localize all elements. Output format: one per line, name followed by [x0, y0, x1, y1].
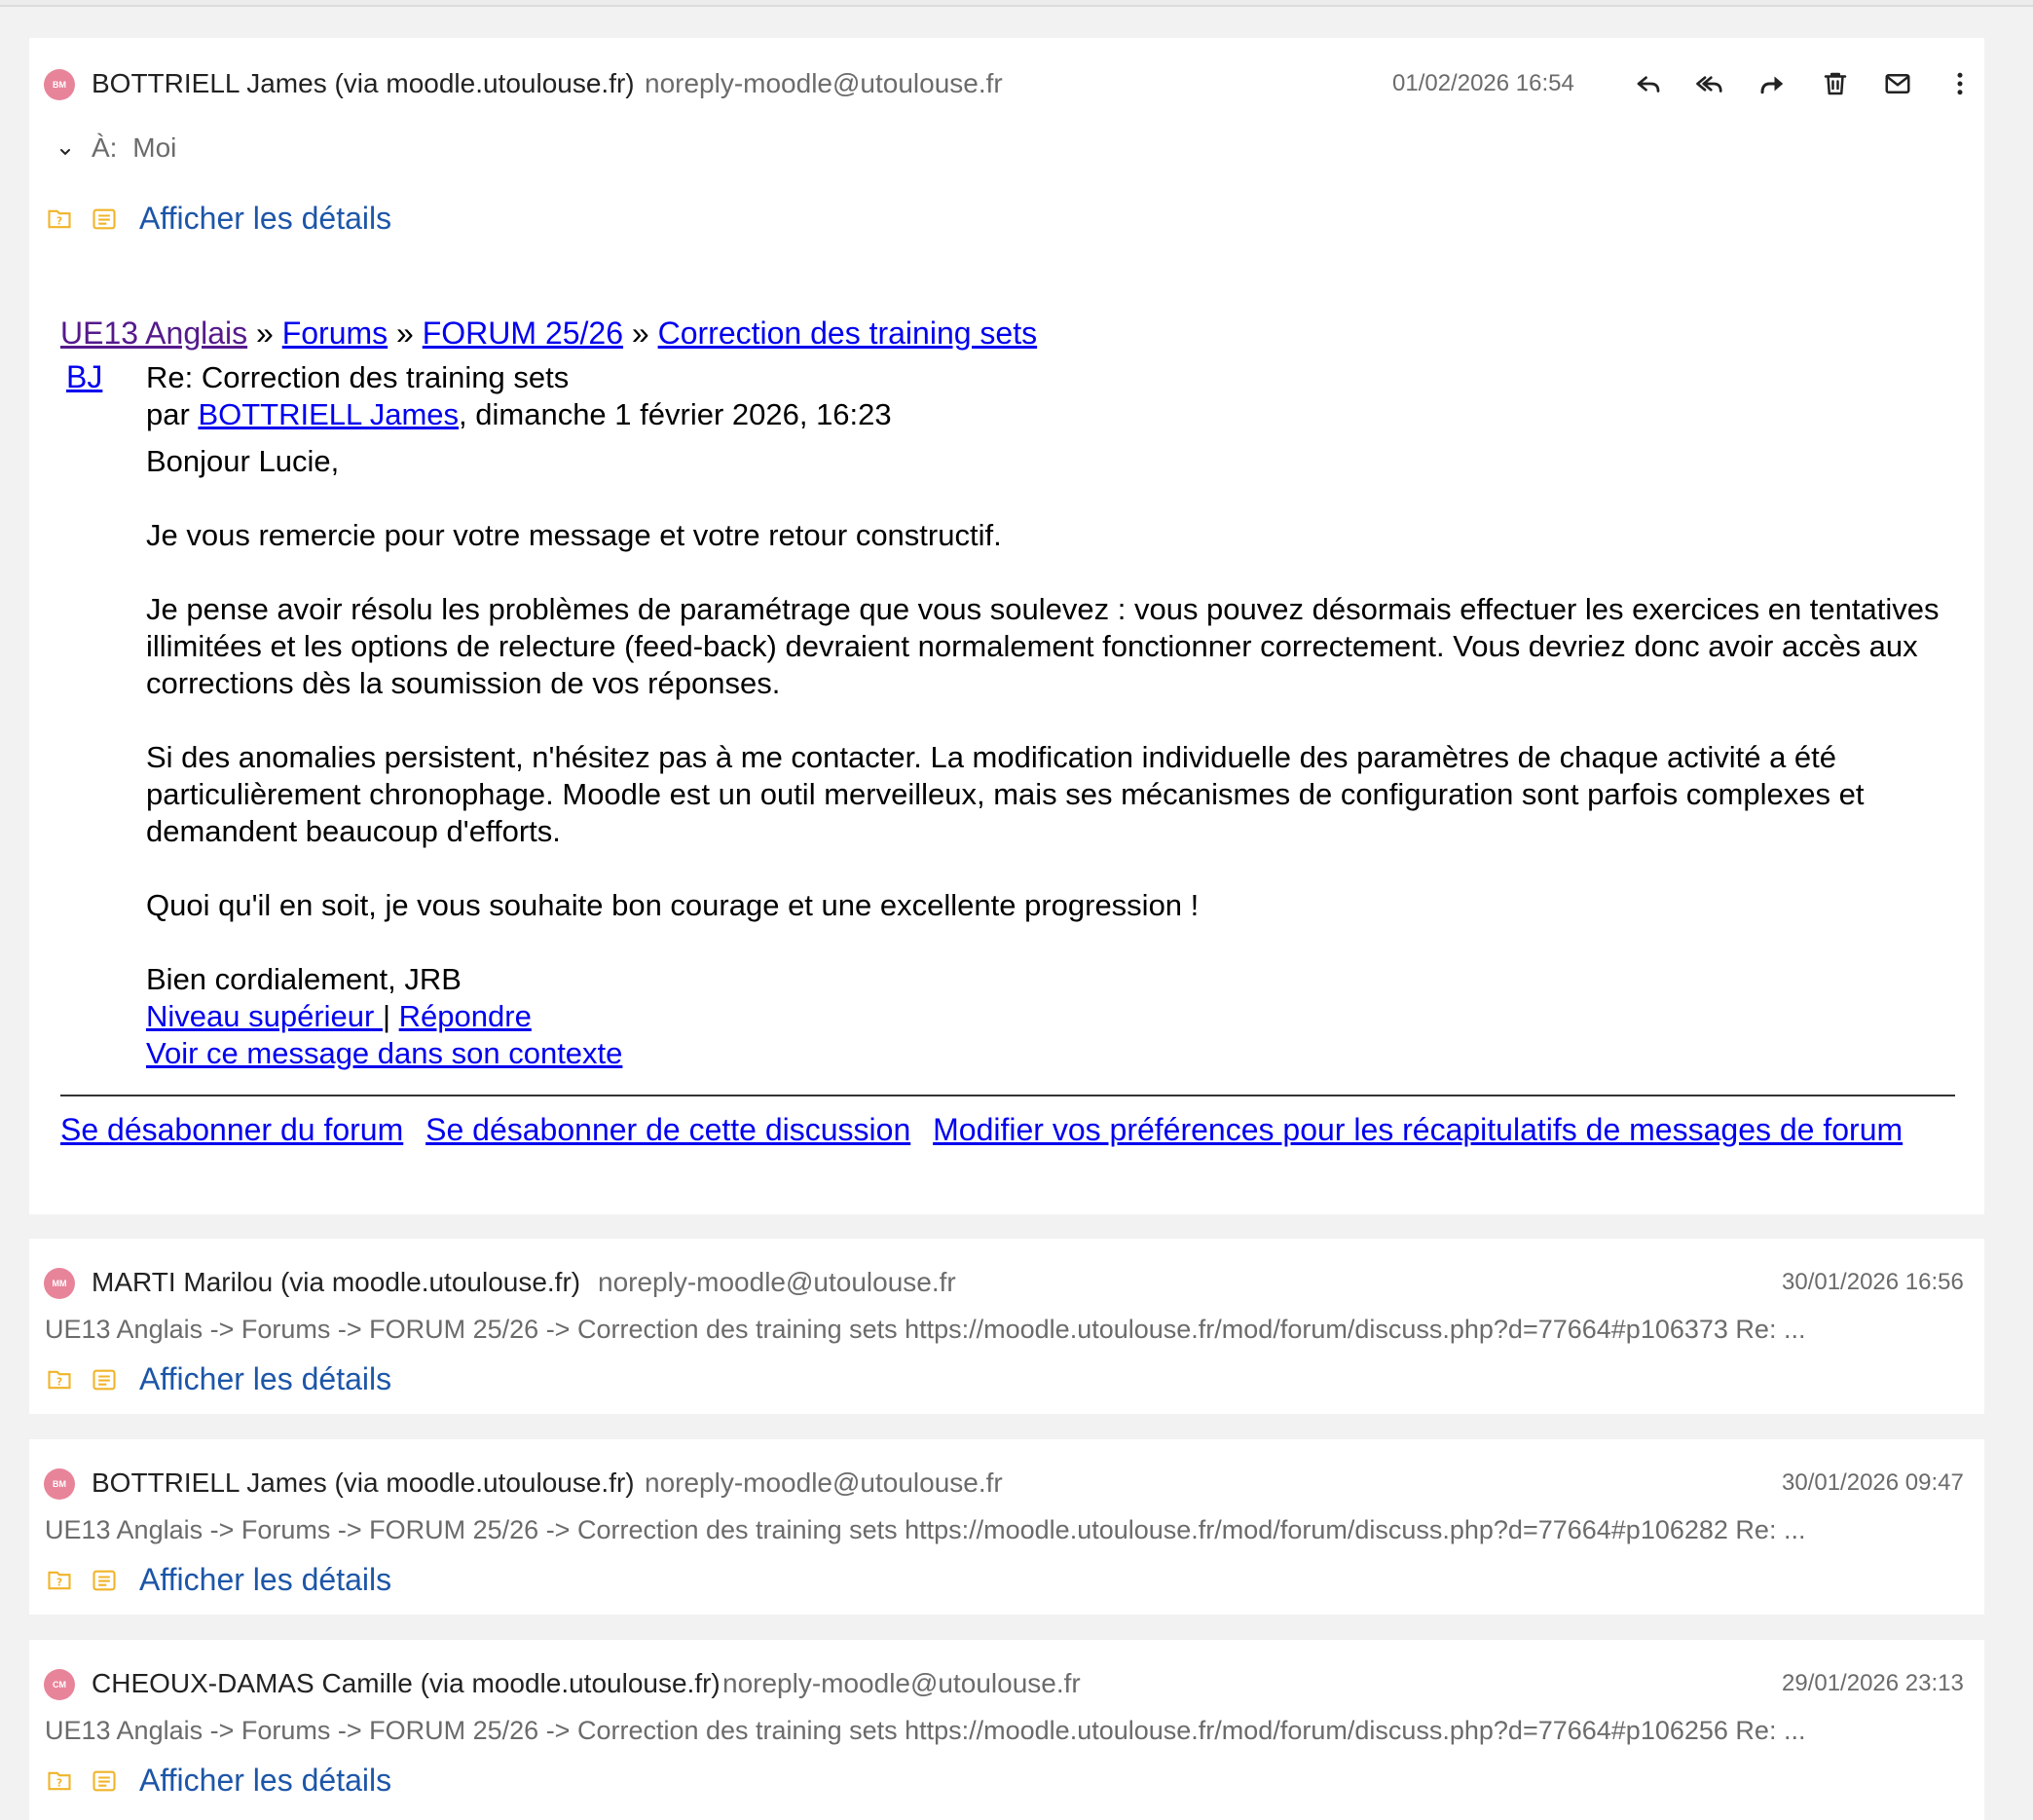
breadcrumb-discussion[interactable]: Correction des training sets [657, 316, 1038, 351]
message-date: 29/01/2026 23:13 [1782, 1670, 1964, 1696]
post-date: , dimanche 1 février 2026, 16:23 [459, 397, 892, 431]
reply-button[interactable] [1627, 62, 1670, 105]
message-card-expanded [29, 38, 1984, 1214]
post-paragraph-4: Quoi qu'il en soit, je vous souhaite bon courage et une excellente progression ! [146, 888, 1200, 922]
reply-link[interactable]: Répondre [398, 999, 532, 1033]
post-paragraph-1: Je vous remercie pour votre message et votre retour constructif. [146, 518, 1002, 552]
breadcrumb-course[interactable]: UE13 Anglais [60, 316, 248, 351]
svg-text:?: ? [55, 214, 63, 227]
more-options-button[interactable] [1939, 62, 1981, 105]
svg-text:?: ? [55, 1576, 63, 1588]
digest-preferences-link[interactable]: Modifier vos préférences pour les récapitulatifs de messages de forum [933, 1112, 1904, 1147]
author-initials-link[interactable]: BJ [66, 359, 103, 394]
forward-icon [1757, 69, 1787, 98]
breadcrumb-separator: » [256, 316, 274, 351]
details-row [46, 1361, 391, 1397]
divider [60, 1095, 1955, 1096]
breadcrumb-separator: » [396, 316, 414, 351]
message-date: 01/02/2026 16:54 [1392, 70, 1574, 96]
forum-footer-links [60, 1112, 1916, 1148]
breadcrumb-separator: » [631, 316, 649, 351]
post-greeting: Bonjour Lucie, [146, 444, 340, 478]
list-details-icon [91, 1767, 118, 1795]
post-subject: Re: Correction des training sets [146, 360, 570, 394]
show-details-link[interactable]: Afficher les détails [139, 1763, 392, 1798]
post-signoff: Bien cordialement, JRB [146, 962, 462, 996]
message-preview: UE13 Anglais -> Forums -> FORUM 25/26 -> Correction des training sets https://moodle.utoulouse.fr/mod/forum/discuss.php?d=77664#p106256 Re: ... [45, 1716, 1806, 1745]
details-row [46, 1562, 391, 1598]
forward-button[interactable] [1751, 62, 1793, 105]
list-details-icon [91, 205, 118, 233]
unknown-tag-icon [46, 1767, 73, 1795]
sender-email[interactable]: noreply-moodle@utoulouse.fr [722, 1668, 1081, 1698]
sender-email[interactable]: noreply-moodle@utoulouse.fr [598, 1267, 956, 1297]
sender-avatar: BM [44, 1468, 75, 1500]
parent-link[interactable]: Niveau supérieur [146, 999, 383, 1033]
sender-name[interactable]: MARTI Marilou (via moodle.utoulouse.fr) [92, 1267, 581, 1297]
context-link[interactable]: Voir ce message dans son contexte [146, 1036, 623, 1070]
mark-unread-button[interactable] [1876, 62, 1919, 105]
svg-text:?: ? [55, 1776, 63, 1789]
sender-avatar: CM [44, 1669, 75, 1700]
post-paragraph-2: Je pense avoir résolu les problèmes de paramétrage que vous soulevez : vous pouvez désormais effectuer les exercices en tentatives illimitées et les options de relecture (feed-back) devraient normalement fonctionner correctement. Vous devriez donc avoir accès aux corrections dès la soumission de vos réponses. [146, 592, 1940, 700]
byline-prefix: par [146, 397, 190, 431]
list-details-icon [91, 1366, 118, 1393]
show-details-link[interactable]: Afficher les détails [139, 1361, 392, 1396]
to-label: À: [92, 132, 118, 163]
details-row [46, 201, 391, 237]
trash-icon [1821, 69, 1850, 98]
message-preview: UE13 Anglais -> Forums -> FORUM 25/26 -> Correction des training sets https://moodle.utoulouse.fr/mod/forum/discuss.php?d=77664#p106373 Re: ... [45, 1315, 1806, 1344]
breadcrumb-forum[interactable]: FORUM 25/26 [422, 316, 624, 351]
message-card-collapsed[interactable] [29, 1439, 1984, 1615]
details-row [46, 1763, 391, 1799]
unsubscribe-forum-link[interactable]: Se désabonner du forum [60, 1112, 404, 1147]
reply-icon [1634, 69, 1663, 98]
message-card-collapsed[interactable] [29, 1239, 1984, 1414]
to-value[interactable]: Moi [132, 132, 177, 163]
post-author-link[interactable]: BOTTRIELL James [198, 397, 460, 431]
post-links [146, 998, 1967, 1035]
message-card-collapsed[interactable] [29, 1640, 1984, 1820]
sender-name[interactable]: CHEOUX-DAMAS Camille (via moodle.utoulouse.fr) [92, 1668, 721, 1698]
links-separator: | [382, 999, 391, 1033]
sender-avatar: BM [44, 69, 75, 100]
show-details-link[interactable]: Afficher les détails [139, 1562, 392, 1597]
sender-email[interactable]: noreply-moodle@utoulouse.fr [645, 68, 1003, 98]
unknown-tag-icon [46, 1567, 73, 1594]
unknown-tag-icon [46, 1366, 73, 1393]
recipients-row [92, 132, 176, 164]
post-paragraph-3: Si des anomalies persistent, n'hésitez pas à me contacter. La modification individuelle des paramètres de chaque activité a été particulièrement chronophage. Moodle est un outil merveilleux, mais ses mécanismes de configuration sont parfois complexes et demandent beaucoup d'efforts. [146, 740, 1865, 848]
unsubscribe-discussion-link[interactable]: Se désabonner de cette discussion [425, 1112, 911, 1147]
delete-button[interactable] [1814, 62, 1857, 105]
message-date: 30/01/2026 16:56 [1782, 1269, 1964, 1295]
post-content [146, 359, 1967, 1072]
list-details-icon [91, 1567, 118, 1594]
sender-email[interactable]: noreply-moodle@utoulouse.fr [645, 1467, 1003, 1498]
mail-icon [1883, 69, 1912, 98]
sender-name[interactable]: BOTTRIELL James (via moodle.utoulouse.fr) [92, 1467, 635, 1498]
reply-all-button[interactable] [1688, 62, 1731, 105]
breadcrumb [60, 316, 1037, 352]
top-divider [0, 0, 2033, 7]
unknown-tag-icon [46, 205, 73, 233]
reply-all-icon [1695, 69, 1724, 98]
sender-name[interactable]: BOTTRIELL James (via moodle.utoulouse.fr) [92, 68, 635, 98]
message-preview: UE13 Anglais -> Forums -> FORUM 25/26 -> Correction des training sets https://moodle.utoulouse.fr/mod/forum/discuss.php?d=77664#p106282 Re: ... [45, 1515, 1806, 1544]
show-details-link[interactable]: Afficher les détails [139, 201, 392, 236]
svg-text:?: ? [55, 1375, 63, 1388]
breadcrumb-forums[interactable]: Forums [281, 316, 388, 351]
post-byline [146, 396, 1967, 433]
more-vertical-icon [1945, 69, 1975, 98]
sender-avatar: MM [44, 1268, 75, 1299]
chevron-down-icon[interactable] [55, 142, 75, 162]
message-date: 30/01/2026 09:47 [1782, 1469, 1964, 1496]
